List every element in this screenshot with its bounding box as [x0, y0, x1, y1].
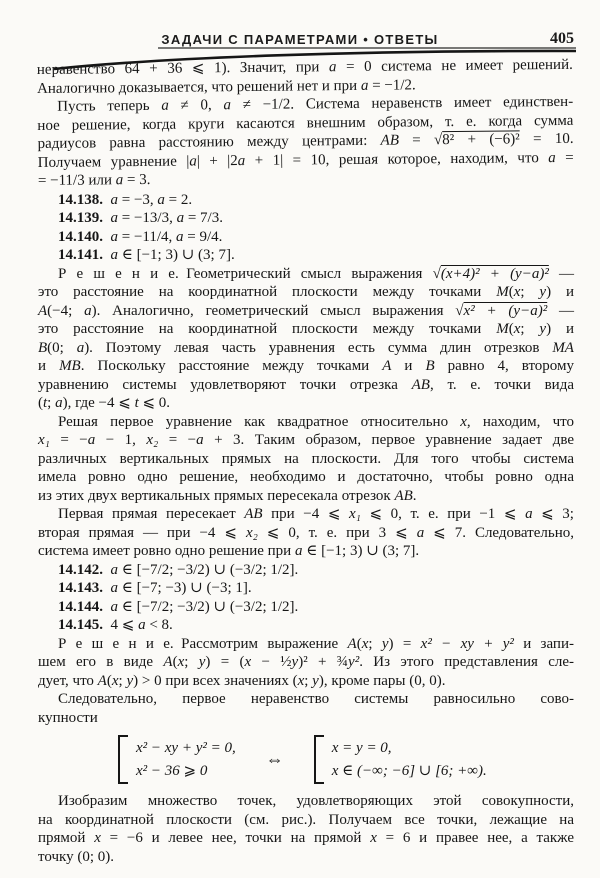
- paragraph: [38, 635, 574, 691]
- system-left: [118, 735, 236, 784]
- paragraph: [38, 792, 574, 866]
- paragraph: [38, 413, 574, 506]
- system-lines: [324, 735, 487, 784]
- text-line: это расстояние на координатной плоскости между точками M(x; y) и: [38, 321, 574, 337]
- text-line: купности: [38, 709, 98, 726]
- text-line: 14.144. a ∈ [−7/2; −3/2) ∪ (−3/2; 1/2].: [58, 598, 299, 615]
- text-line: Р е ш е н и е. Геометрический смысл выражения √(x+4)² + (y−a)² —: [58, 265, 575, 282]
- text-line: вторая прямая — при −4 ⩽ x₂ ⩽ 0, т. е. при 3 ⩽ a ⩽ 7. Следовательно,: [38, 524, 574, 541]
- text-line: 14.145. 4 ⩽ a < 8.: [58, 617, 173, 633]
- text-line: точку (0; 0).: [38, 848, 114, 865]
- text-line: Аналогично доказывается, что решений нет и при a = −1/2.: [36, 76, 416, 97]
- equation-line: x² − xy + y² = 0,: [136, 740, 236, 756]
- text-line: = −11/3 или a = 3.: [37, 171, 151, 190]
- paragraph: [38, 690, 574, 727]
- paragraph: [37, 56, 574, 191]
- text-line: Изобразим множество точек, удовлетворяющих этой совокупности,: [58, 793, 574, 809]
- paragraph: [38, 505, 574, 561]
- text-line: ное решение, когда круги касаются внешним образом, т. е. когда сумма: [37, 112, 574, 134]
- equation-line: x = y = 0,: [331, 740, 392, 756]
- text-line: 14.140. a = −11/4, a = 9/4.: [58, 228, 223, 245]
- text-line: (t; a), где −4 ⩽ t ⩽ 0.: [38, 395, 171, 411]
- system-bracket-icon: [118, 735, 128, 784]
- paragraph: [38, 191, 574, 265]
- equation-line: x ∈ (−∞; −6] ∪ [6; +∞).: [331, 763, 487, 779]
- text-line: x₁ = −a − 1, x₂ = −a + 3. Таким образом, первое уравнение задает две: [38, 432, 575, 448]
- system-right: [314, 735, 487, 784]
- text-line: на координатной плоскости (см. рис.). Получаем все точки, лежащие на: [38, 811, 574, 828]
- text-line: это расстояние на координатной плоскости между точками M(x; y) и: [38, 284, 574, 300]
- text-line: 14.142. a ∈ [−7/2; −3/2) ∪ (−3/2; 1/2].: [58, 561, 299, 578]
- equation-line: x² − 36 ⩾ 0: [136, 763, 208, 779]
- text-line: 14.138. a = −3, a = 2.: [58, 191, 193, 208]
- text-line: неравенство 64 + 36 ⩽ 1). Значит, при a = 0 система не имеет решений.: [36, 56, 573, 79]
- text-line: Р е ш е н и е. Рассмотрим выражение A(x; y) = x² − xy + y² и запи-: [58, 635, 574, 652]
- text-line: Решая первое уравнение как квадратное относительно x, находим, что: [58, 413, 574, 430]
- text-line: шем его в виде A(x; y) = (x − ½y)² + ¾y². Из этого представления сле-: [38, 654, 575, 670]
- text-line: 14.139. a = −13/3, a = 7/3.: [58, 210, 223, 226]
- system-lines: [128, 735, 236, 784]
- text-line: из этих двух вертикальных прямых пересекала отрезок AB.: [38, 487, 417, 504]
- text-line: и MB. Поскольку расстояние между точками A и B равно 4, второму: [38, 358, 575, 374]
- system-bracket-icon: [314, 735, 324, 784]
- text-line: Следовательно, первое неравенство системы равносильно сово-: [58, 691, 574, 707]
- paragraph: [38, 561, 574, 635]
- text-line: Первая прямая пересекает AB при −4 ⩽ x₁ ⩽ 0, т. е. при −1 ⩽ a ⩽ 3;: [58, 506, 574, 522]
- page-number: 405: [550, 30, 574, 47]
- text-line: Пусть теперь a ≠ 0, a ≠ −1/2. Система неравенств имеет единствен-: [57, 93, 574, 115]
- text-line: 14.143. a ∈ [−7; −3) ∪ (−3; 1].: [58, 580, 252, 596]
- text-line: имела ровно одно решение, необходимо и достаточно, чтобы ровно одна: [38, 469, 574, 485]
- text-line: радиусов равна расстоянию между центрами: AB = √8² + (−6)² = 10.: [37, 130, 574, 153]
- text-line: 14.141. a ∈ [−1; 3) ∪ (3; 7].: [58, 247, 235, 263]
- text-line: прямой x = −6 и левее нее, точки на прямой x = 6 и правее нее, а также: [38, 830, 574, 846]
- text-line: различных вертикальных прямых на плоскости. Для того чтобы система: [38, 450, 574, 467]
- text-line: B(0; a). Поэтому левая часть уравнения есть сумма длин отрезков MA: [38, 339, 574, 356]
- text-line: A(−4; a). Аналогично, геометрический смысл выражения √x² + (y−a)² —: [38, 302, 575, 319]
- equivalence-arrow-icon: ⇔: [265, 749, 284, 770]
- paragraph: [38, 265, 574, 413]
- text-line: дует, что A(x; y) > 0 при всех значениях (x; y), кроме пары (0, 0).: [38, 672, 446, 689]
- text-line: Получаем уравнение |a| + |2a + 1| = 10, решая которое, находим, что a =: [37, 149, 574, 171]
- header-title: ЗАДАЧИ С ПАРАМЕТРАМИ • ОТВЕТЫ: [161, 32, 439, 47]
- text-line: уравнению системы удовлетворяют точки отрезка AB, т. е. точки вида: [38, 376, 575, 393]
- equation-block: [118, 735, 574, 784]
- text-line: система имеет ровно одно решение при a ∈ [−1; 3) ∪ (3; 7].: [38, 543, 420, 559]
- page-body: [36, 56, 575, 866]
